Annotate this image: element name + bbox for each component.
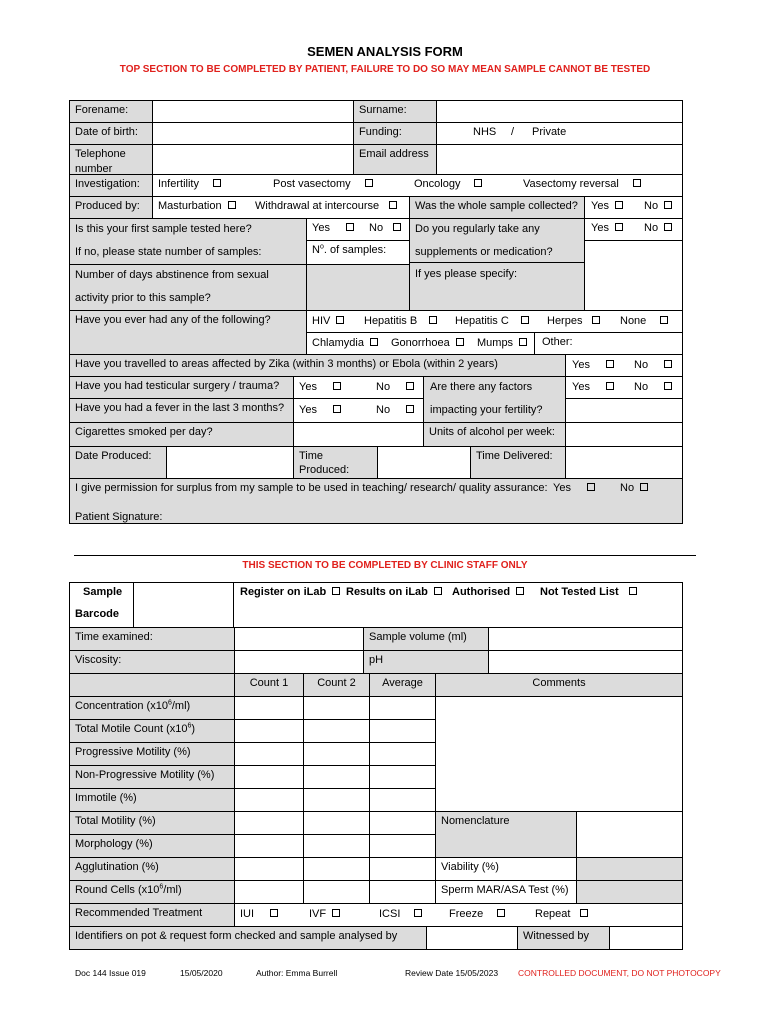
viscosity-label: Viscosity: bbox=[69, 650, 235, 674]
telephone-field[interactable] bbox=[152, 144, 354, 175]
treatment-options bbox=[234, 903, 683, 927]
fever-options bbox=[293, 398, 424, 423]
total-motile-average-field[interactable] bbox=[369, 719, 436, 743]
checkbox-icon bbox=[606, 360, 614, 368]
option-repeat[interactable]: Repeat bbox=[535, 907, 588, 921]
supplements-label-1: Do you regularly take any bbox=[415, 223, 540, 235]
checkbox-icon bbox=[519, 338, 527, 346]
checkbox-icon bbox=[497, 909, 505, 917]
total-motility-average-field[interactable] bbox=[369, 811, 436, 835]
forename-field[interactable] bbox=[152, 100, 354, 123]
witnessed-field[interactable] bbox=[609, 926, 683, 950]
whole-sample-label: Was the whole sample collected? bbox=[409, 196, 585, 219]
supplements-options bbox=[584, 218, 683, 241]
option-none[interactable]: None bbox=[620, 314, 668, 328]
dob-label: Date of birth: bbox=[69, 122, 153, 145]
supplements-label-2: supplements or medication? bbox=[415, 246, 553, 258]
agglutination-count1-field[interactable] bbox=[234, 857, 304, 881]
if-yes-specify-label: If yes please specify: bbox=[415, 268, 518, 280]
concentration-average-field[interactable] bbox=[369, 696, 436, 720]
factors-yes[interactable]: Yes bbox=[572, 380, 614, 394]
checkbox-icon bbox=[333, 405, 341, 413]
checkbox-icon bbox=[332, 909, 340, 917]
average-header: Average bbox=[369, 673, 436, 697]
alcohol-field[interactable] bbox=[565, 422, 683, 447]
total-motile-label: Total Motile Count $(x10^6)$ bbox=[69, 719, 235, 743]
supplements-specify-field[interactable] bbox=[584, 240, 683, 311]
count1-header: Count 1 bbox=[234, 673, 304, 697]
concentration-count1-field[interactable] bbox=[234, 696, 304, 720]
produced-by-options bbox=[152, 196, 410, 219]
progressive-average-field[interactable] bbox=[369, 742, 436, 766]
morphology-count2-field[interactable] bbox=[303, 834, 370, 858]
footer-controlled: CONTROLLED DOCUMENT, DO NOT PHOTOCOPY bbox=[518, 968, 721, 978]
surgery-label: Have you had testicular surgery / trauma? bbox=[69, 376, 294, 399]
time-produced-field[interactable] bbox=[377, 446, 471, 479]
viability-label: Viability (%) bbox=[435, 857, 577, 881]
funding-slash: / bbox=[511, 126, 515, 138]
cigarettes-label: Cigarettes smoked per day? bbox=[69, 422, 294, 447]
first-sample-label: Is this your first sample tested here? bbox=[75, 223, 252, 235]
abstinence-label-1: Number of days abstinence from sexual bbox=[75, 269, 269, 281]
agglutination-label: Agglutination (%) bbox=[69, 857, 235, 881]
travelled-label: Have you travelled to areas affected by Zika (within 3 months) or Ebola (within 2 years) bbox=[69, 354, 566, 377]
checkbox-icon bbox=[606, 382, 614, 390]
time-produced-label-2: Produced: bbox=[299, 464, 350, 476]
total-motility-count1-field[interactable] bbox=[234, 811, 304, 835]
barcode-label: Barcode bbox=[75, 608, 120, 620]
checkbox-icon bbox=[629, 587, 637, 595]
time-delivered-label: Time Delivered: bbox=[470, 446, 566, 479]
viability-field[interactable] bbox=[576, 857, 683, 881]
checkbox-icon bbox=[406, 382, 414, 390]
option-hep-c[interactable]: Hepatitis C bbox=[455, 314, 529, 328]
sample-volume-label: Sample volume (ml) bbox=[363, 627, 489, 651]
morphology-count1-field[interactable] bbox=[234, 834, 304, 858]
nomenclature-label: Nomenclature bbox=[435, 811, 577, 858]
checkbox-icon bbox=[615, 201, 623, 209]
checkbox-icon bbox=[429, 316, 437, 324]
total-motility-label: Total Motility (%) bbox=[69, 811, 235, 835]
checkbox-icon bbox=[633, 179, 641, 187]
checkbox-icon bbox=[456, 338, 464, 346]
option-mumps[interactable]: Mumps bbox=[477, 336, 527, 350]
time-examined-label: Time examined: bbox=[69, 627, 235, 651]
option-chlamydia[interactable]: Chlamydia bbox=[312, 336, 378, 350]
checkbox-icon bbox=[213, 179, 221, 187]
telephone-label bbox=[69, 144, 153, 175]
time-delivered-field[interactable] bbox=[565, 446, 683, 479]
option-infertility[interactable]: Infertility bbox=[158, 177, 221, 191]
count2-header: Count 2 bbox=[303, 673, 370, 697]
factors-label-1: Are there any factors bbox=[430, 381, 533, 393]
register-ilab[interactable]: Register on iLab bbox=[240, 585, 340, 599]
option-withdrawal[interactable]: Withdrawal at intercourse bbox=[255, 199, 397, 213]
funding-label: Funding: bbox=[353, 122, 437, 145]
checkbox-icon bbox=[393, 223, 401, 231]
option-hep-b[interactable]: Hepatitis B bbox=[364, 314, 437, 328]
checkbox-icon bbox=[474, 179, 482, 187]
time-produced-label bbox=[293, 446, 378, 479]
form-title: SEMEN ANALYSIS FORM bbox=[307, 44, 463, 59]
footer-review: Review Date 15/05/2023 bbox=[405, 968, 499, 978]
factors-block bbox=[423, 376, 566, 423]
checkbox-icon bbox=[664, 223, 672, 231]
checkbox-icon bbox=[640, 483, 648, 491]
morphology-label: Morphology (%) bbox=[69, 834, 235, 858]
immotile-count2-field[interactable] bbox=[303, 788, 370, 812]
supplements-block bbox=[409, 218, 585, 311]
fever-no[interactable]: No bbox=[376, 403, 414, 417]
recommended-label: Recommended Treatment bbox=[69, 903, 235, 927]
comments-header: Comments bbox=[435, 673, 683, 697]
round-cells-count2-field[interactable] bbox=[303, 880, 370, 904]
funding-nhs[interactable]: NHS bbox=[473, 126, 497, 138]
travelled-no[interactable]: No bbox=[634, 358, 672, 372]
checkbox-icon bbox=[270, 909, 278, 917]
non-progressive-average-field[interactable] bbox=[369, 765, 436, 789]
footer-author: Author: Emma Burrell bbox=[256, 968, 338, 978]
other-label: Other: bbox=[542, 336, 573, 348]
option-icsi[interactable]: ICSI bbox=[379, 907, 422, 921]
footer-doc: Doc 144 Issue 019 bbox=[75, 968, 146, 978]
whole-sample-no[interactable]: No bbox=[644, 199, 672, 213]
option-ivf[interactable]: IVF bbox=[309, 907, 340, 921]
permission-yes[interactable]: Yes bbox=[553, 481, 595, 495]
ph-label: pH bbox=[363, 650, 489, 674]
email-label: Email address bbox=[353, 144, 437, 175]
surgery-options bbox=[293, 376, 424, 399]
checkbox-icon bbox=[414, 909, 422, 917]
staff-section-title: THIS SECTION TO BE COMPLETED BY CLINIC STAFF ONLY bbox=[242, 560, 528, 571]
analysed-by-field[interactable] bbox=[426, 926, 518, 950]
factors-options bbox=[565, 376, 683, 399]
dob-field[interactable] bbox=[152, 122, 354, 145]
viscosity-field[interactable] bbox=[234, 650, 364, 674]
had-following-label: Have you ever had any of the following? bbox=[69, 310, 307, 355]
immotile-average-field[interactable] bbox=[369, 788, 436, 812]
checkbox-icon bbox=[592, 316, 600, 324]
checkbox-icon bbox=[370, 338, 378, 346]
checkbox-icon bbox=[228, 201, 236, 209]
mar-field[interactable] bbox=[576, 880, 683, 904]
checkbox-icon bbox=[664, 360, 672, 368]
number-of-samples-field[interactable]: $N^o$. of samples: bbox=[306, 240, 410, 265]
first-sample-options bbox=[306, 218, 410, 241]
round-cells-average-field[interactable] bbox=[369, 880, 436, 904]
counts-header-blank bbox=[69, 673, 235, 697]
permission-block bbox=[69, 478, 683, 524]
permission-no[interactable]: No bbox=[620, 481, 648, 495]
comments-field[interactable] bbox=[435, 696, 683, 812]
checkbox-icon bbox=[332, 587, 340, 595]
first-sample-no[interactable]: No bbox=[369, 221, 401, 235]
fever-yes[interactable]: Yes bbox=[299, 403, 341, 417]
signature-label: Patient Signature: bbox=[75, 511, 163, 523]
mar-label: Sperm MAR/ASA Test (%) bbox=[435, 880, 577, 904]
funding-private[interactable]: Private bbox=[532, 126, 567, 138]
checkbox-icon bbox=[587, 483, 595, 491]
checkbox-icon bbox=[365, 179, 373, 187]
concentration-label: Concentration $(x10^6/ml)$ bbox=[69, 696, 235, 720]
abstinence-field[interactable] bbox=[306, 264, 410, 311]
total-motility-count2-field[interactable] bbox=[303, 811, 370, 835]
progressive-count1-field[interactable] bbox=[234, 742, 304, 766]
checkbox-icon bbox=[434, 587, 442, 595]
option-herpes[interactable]: Herpes bbox=[547, 314, 600, 328]
investigation-options bbox=[152, 174, 683, 197]
supplements-yes[interactable]: Yes bbox=[591, 221, 623, 235]
forename-label: Forename: bbox=[69, 100, 153, 123]
checkbox-icon bbox=[580, 909, 588, 917]
infections-row-2 bbox=[306, 332, 683, 355]
not-tested-list[interactable]: Not Tested List bbox=[540, 585, 637, 599]
agglutination-count2-field[interactable] bbox=[303, 857, 370, 881]
nomenclature-field[interactable] bbox=[576, 811, 683, 858]
option-gonorrhoea[interactable]: Gonorrhoea bbox=[391, 336, 464, 350]
surname-label: Surname: bbox=[353, 100, 437, 123]
time-produced-label-1: Time bbox=[299, 450, 324, 462]
alcohol-label: Units of alcohol per week: bbox=[423, 422, 566, 447]
checkbox-icon bbox=[615, 223, 623, 231]
option-iui[interactable]: IUI bbox=[240, 907, 278, 921]
immotile-label: Immotile (%) bbox=[69, 788, 235, 812]
option-masturbation[interactable]: Masturbation bbox=[158, 199, 236, 213]
cigarettes-field[interactable] bbox=[293, 422, 424, 447]
option-post-vasectomy[interactable]: Post vasectomy bbox=[273, 177, 373, 191]
authorised[interactable]: Authorised bbox=[452, 585, 524, 599]
factors-details-field[interactable] bbox=[565, 398, 683, 423]
surname-field[interactable] bbox=[436, 100, 683, 123]
fever-label: Have you had a fever in the last 3 months? bbox=[69, 398, 294, 423]
progressive-label: Progressive Motility (%) bbox=[69, 742, 235, 766]
investigation-label: Investigation: bbox=[69, 174, 153, 197]
witnessed-label: Witnessed by bbox=[517, 926, 610, 950]
surgery-yes[interactable]: Yes bbox=[299, 380, 341, 394]
identifiers-label: Identifiers on pot & request form checked and sample analysed by bbox=[69, 926, 427, 950]
checkbox-icon bbox=[389, 201, 397, 209]
sample-label: Sample bbox=[83, 586, 123, 598]
infections-row-1 bbox=[306, 310, 683, 333]
telephone-label-line2: number bbox=[75, 163, 113, 175]
checkbox-icon bbox=[521, 316, 529, 324]
total-motile-count2-field[interactable] bbox=[303, 719, 370, 743]
ph-field[interactable] bbox=[488, 650, 683, 674]
if-no-label: If no, please state number of samples: bbox=[75, 246, 262, 258]
sample-volume-field[interactable] bbox=[488, 627, 683, 651]
funding-field[interactable] bbox=[436, 122, 683, 145]
option-oncology[interactable]: Oncology bbox=[414, 177, 482, 191]
factors-no[interactable]: No bbox=[634, 380, 672, 394]
section-divider bbox=[74, 555, 696, 556]
checkbox-icon bbox=[333, 382, 341, 390]
form-subtitle: TOP SECTION TO BE COMPLETED BY PATIENT, FAILURE TO DO SO MAY MEAN SAMPLE CANNOT BE TESTED bbox=[119, 64, 651, 75]
whole-sample-options bbox=[584, 196, 683, 219]
factors-label-2: impacting your fertility? bbox=[430, 404, 543, 416]
total-motile-count1-field[interactable] bbox=[234, 719, 304, 743]
progressive-count2-field[interactable] bbox=[303, 742, 370, 766]
whole-sample-yes[interactable]: Yes bbox=[591, 199, 623, 213]
agglutination-average-field[interactable] bbox=[369, 857, 436, 881]
option-hiv[interactable]: HIV bbox=[312, 314, 344, 328]
permission-label: I give permission for surplus from my sample to be used in teaching/ research/ quality assurance: bbox=[75, 482, 548, 494]
time-examined-field[interactable] bbox=[234, 627, 364, 651]
option-freeze[interactable]: Freeze bbox=[449, 907, 505, 921]
travelled-options bbox=[565, 354, 683, 377]
footer-date: 15/05/2020 bbox=[180, 968, 223, 978]
travelled-yes[interactable]: Yes bbox=[572, 358, 614, 372]
results-ilab[interactable]: Results on iLab bbox=[346, 585, 442, 599]
checkbox-icon bbox=[664, 201, 672, 209]
checkbox-icon bbox=[406, 405, 414, 413]
checkbox-icon bbox=[336, 316, 344, 324]
non-progressive-count2-field[interactable] bbox=[303, 765, 370, 789]
checkbox-icon bbox=[346, 223, 354, 231]
surgery-no[interactable]: No bbox=[376, 380, 414, 394]
telephone-label-line1: Telephone bbox=[75, 148, 126, 160]
date-produced-label: Date Produced: bbox=[69, 446, 167, 479]
checkbox-icon bbox=[664, 382, 672, 390]
date-produced-field[interactable] bbox=[166, 446, 294, 479]
round-cells-count1-field[interactable] bbox=[234, 880, 304, 904]
non-progressive-count1-field[interactable] bbox=[234, 765, 304, 789]
round-cells-label: Round Cells $(x10^6/ml)$ bbox=[69, 880, 235, 904]
abstinence-label-2: activity prior to this sample? bbox=[75, 292, 211, 304]
checkbox-icon bbox=[660, 316, 668, 324]
checkbox-icon bbox=[516, 587, 524, 595]
first-sample-yes[interactable]: Yes bbox=[312, 221, 354, 235]
morphology-average-field[interactable] bbox=[369, 834, 436, 858]
immotile-count1-field[interactable] bbox=[234, 788, 304, 812]
non-progressive-label: Non-Progressive Motility (%) bbox=[69, 765, 235, 789]
produced-by-label: Produced by: bbox=[69, 196, 153, 219]
supplements-no[interactable]: No bbox=[644, 221, 672, 235]
option-vasectomy-reversal[interactable]: Vasectomy reversal bbox=[523, 177, 641, 191]
email-field[interactable] bbox=[436, 144, 683, 175]
concentration-count2-field[interactable] bbox=[303, 696, 370, 720]
